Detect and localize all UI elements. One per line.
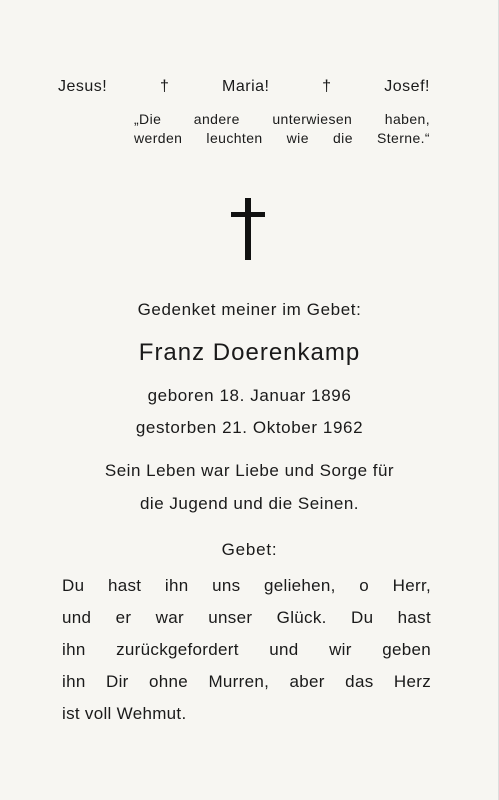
deceased-name: Franz Doerenkamp [138,339,361,366]
invocation-jesus: Jesus! [58,78,108,95]
bible-quote [134,110,430,148]
life-line: Sein Leben war Liebe und Sorge für [104,461,395,480]
prayer-line: ist voll Wehmut. [62,704,187,723]
invocation-josef: Josef! [384,78,430,95]
quote-line: „Die andere unterwiesen haben, [134,111,430,127]
latin-cross-icon [231,198,265,260]
prayer-title: Gebet: [221,540,278,559]
prayer-text [62,570,431,730]
gedenket-line: Gedenket meiner im Gebet: [137,300,362,319]
life-line: die Jugend und die Seinen. [139,494,360,513]
death-date: gestorben 21. Oktober 1962 [135,418,364,437]
invocation-maria: Maria! [222,78,270,95]
small-cross-icon: † [322,78,332,95]
prayer-line: Du hast ihn uns geliehen, o Herr, [62,576,431,595]
prayer-line: und er war unser Glück. Du hast [62,608,431,627]
prayer-line: ihn Dir ohne Murren, aber das Herz [62,672,431,691]
invocation-row [58,78,430,96]
prayer-line: ihn zurückgefordert und wir geben [62,640,431,659]
quote-line: werden leuchten wie die Sterne.“ [134,130,430,146]
birth-date: geboren 18. Januar 1896 [147,386,352,405]
small-cross-icon: † [159,78,170,95]
